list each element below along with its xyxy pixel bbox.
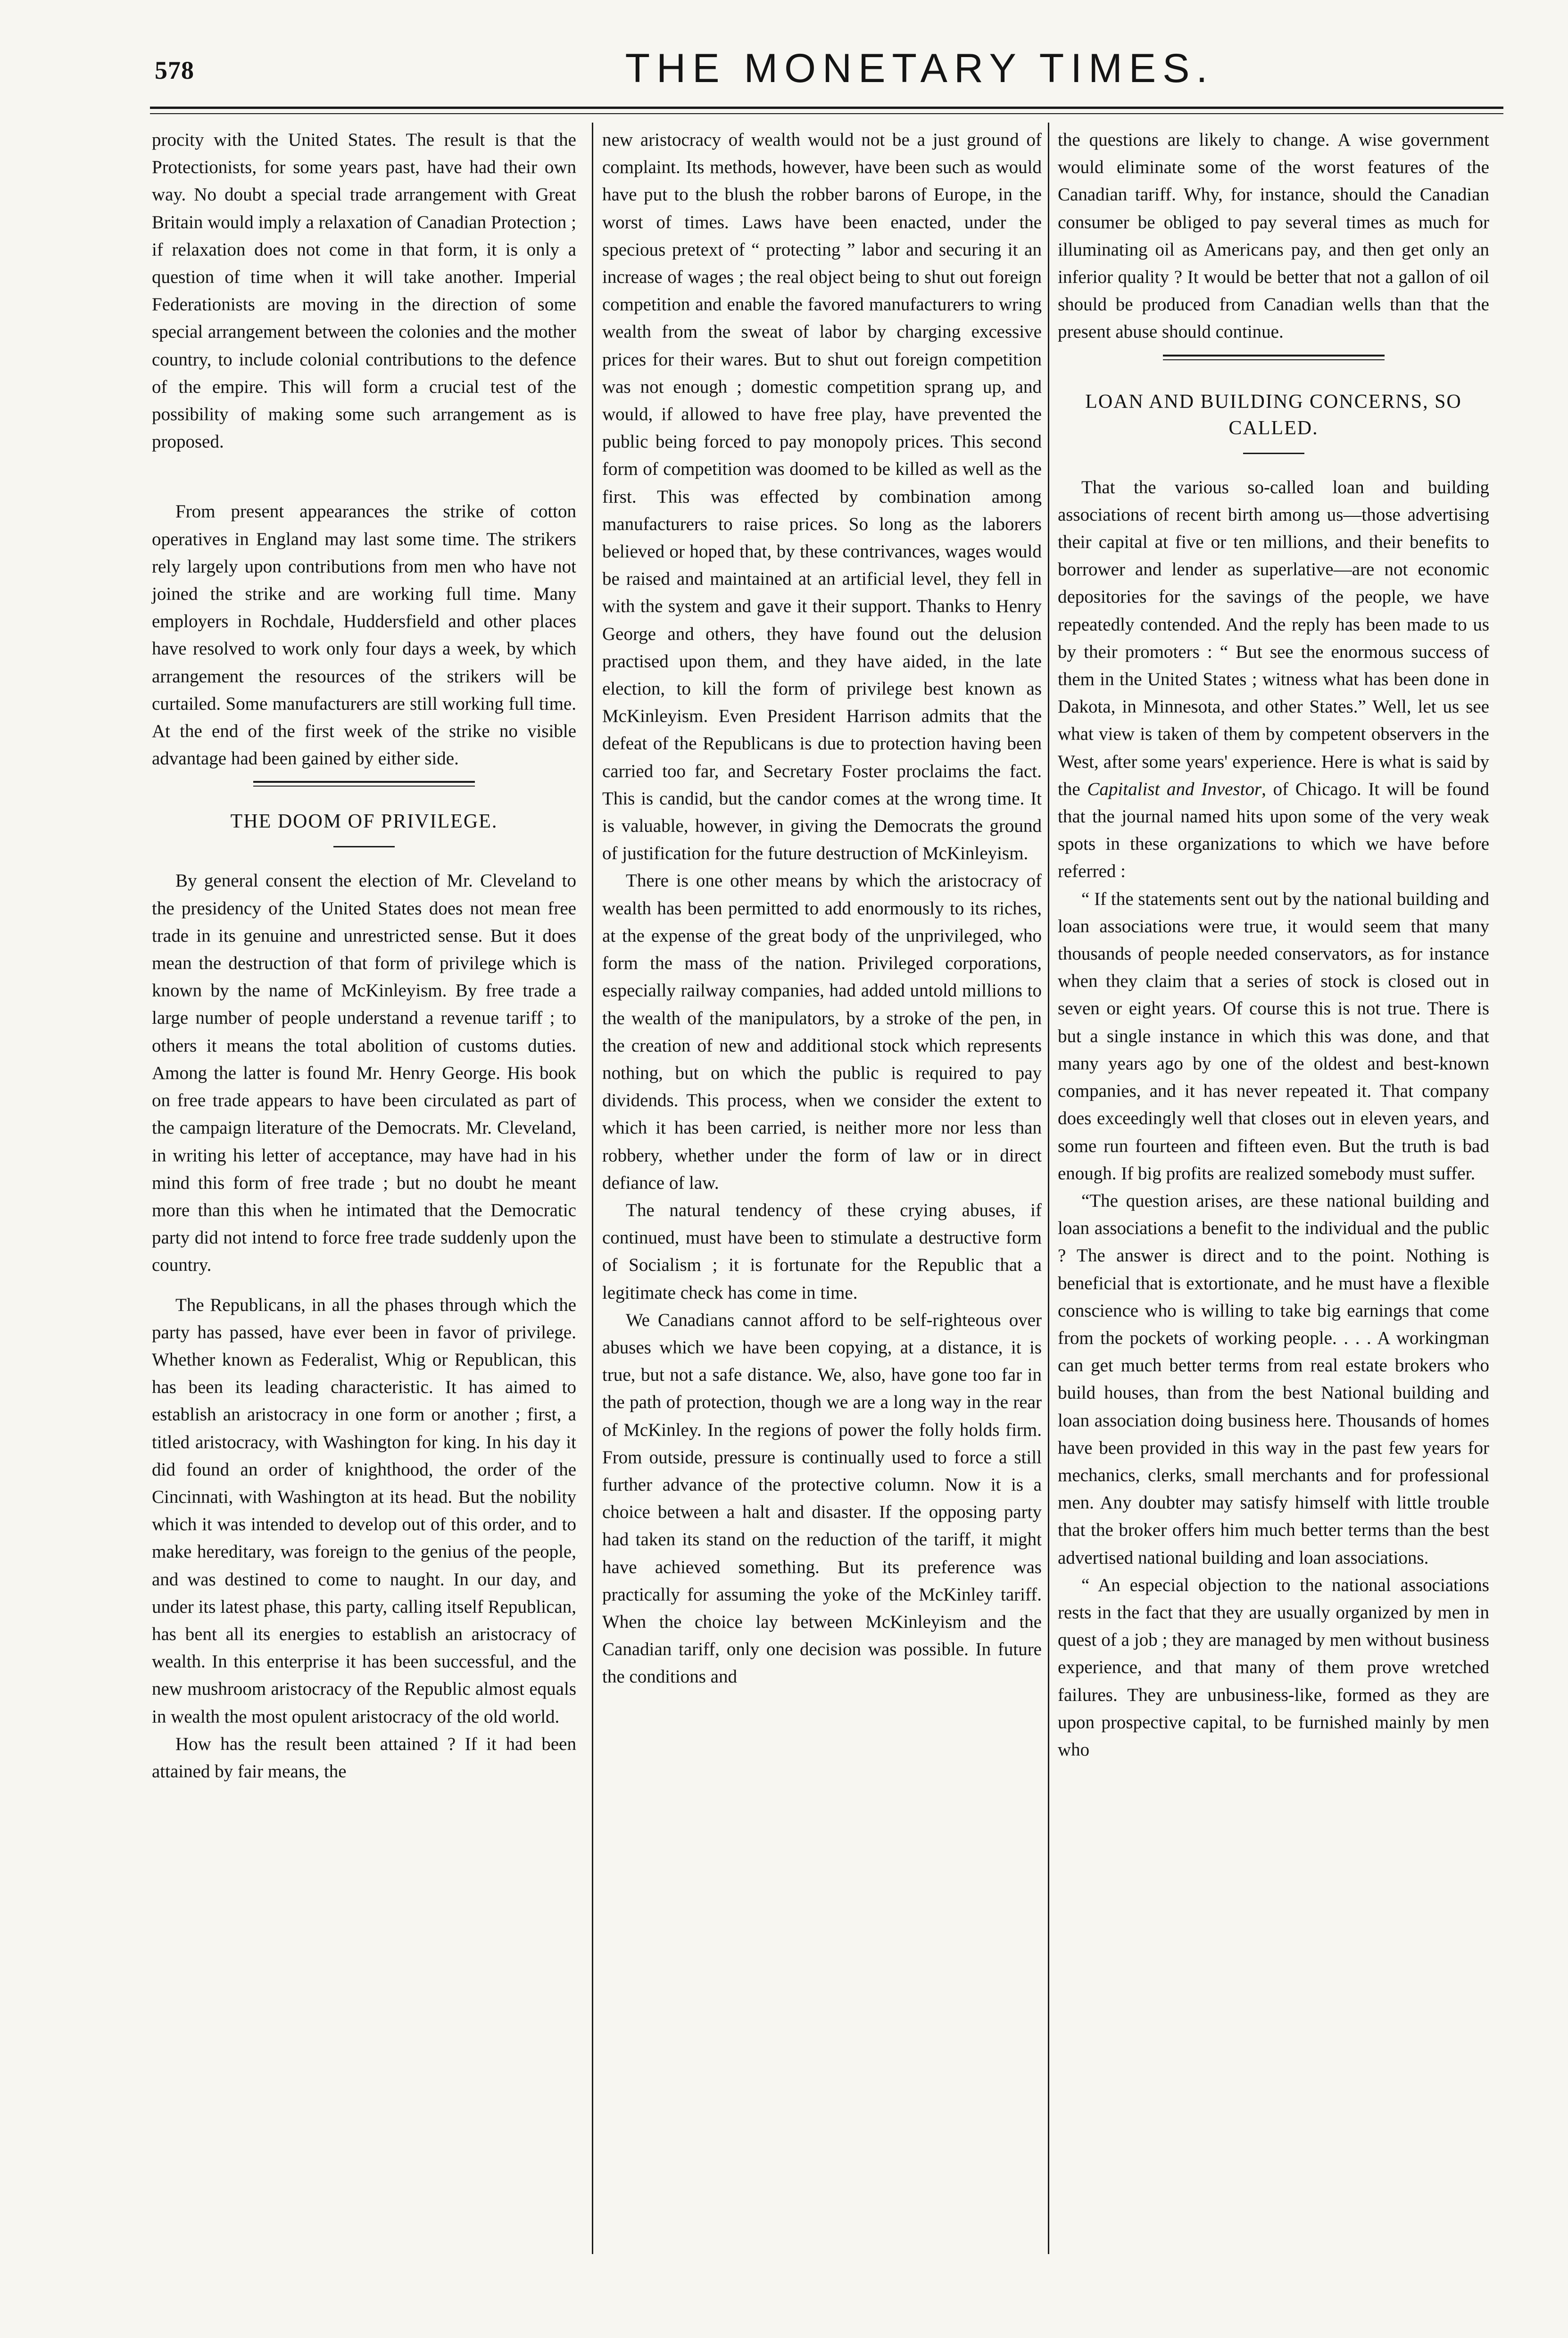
paragraph: new aristocracy of wealth would not be a just ground of complaint. Its methods, however, have been such as would have put to the blush the robber barons of Europe, in the worst of times. Laws have been enacted, under the specious pretext of “ protecting ” labor and securing it an increase of wages ; the real object being to shut out foreign competition and enable the favored manufacturers to wring wealth from the sweat of labor by charging excessive prices for their wares. But to shut out foreign competition was not enough ; domestic competition sprang up, and would, if allowed to have free play, have prevented the public being forced to pay monopoly prices. This second form of competition was doomed to be killed as well as the first. This was effected by combination among manufacturers to raise prices. So long as the laborers believed or hoped that, by these contrivances, wages would be raised and maintained at an artificial level, they fell in with the system and gave it their support. Thanks to Henry George and others, they have found out the delusion practised upon them, and they have aided, in the late election, to kill the form of privilege best known as McKinleyism. Even President Harrison admits that the defeat of the Republicans is due to protection having been carried too far, and Secretary Foster proclaims the fact. This is candid, but the candor comes at the wrong time. It is valuable, however, in giving the Democrats the ground of justification for the future destruction of McKinleyism. [602,130,1042,864]
quote-paragraph: “ An especial objection to the national associations rests in the fact that they are usually organized by men in quest of a job ; they are managed by men without business experience, and that many of them prove wretched failures. They are unbusiness-like, formed as they are upon prospective capital, to be furnished mainly by men who [1058,1575,1489,1760]
paragraph: From present appearances the strike of cotton operatives in England may last some time. The strikers rely largely upon contributions from men who have not joined the strike and are working full time. Many employers in Rochdale, Huddersfield and other places have resolved to work only four days a week, by which arrangement the resources of the strikers will be curtailed. Some manufacturers are still working full time. At the end of the first week of the strike no visible advantage had been gained by either side. [152,501,576,769]
text-run: , of Chicago. It will be found that the journal named hits upon some of the very weak spots in these organizations to which we have before referred : [1058,779,1489,882]
column-2 [602,126,1042,2267]
column-divider [592,123,593,2254]
paragraph: There is one other means by which the aristocracy of wealth has been permitted to add enormously to its riches, at the expense of the great body of the unprivileged, who form the mass of the nation. Privileged corporations, especially railway companies, had added untold millions to the wealth of the manipulators, by a stroke of the pen, in the creation of new and additional stock which represents nothing, but on which the public is required to pay dividends. This process, when we consider the extent to which it has been carried, is neither more nor less than robbery, whether under the form of law or in direct defiance of law. [602,871,1042,1193]
paragraph: the questions are likely to change. A wise government would eliminate some of the worst features of the Canadian tariff. Why, for instance, should the Canadian consumer be obliged to pay several times as much for illuminating oil as Americans pay, and then get only an inferior quality ? It would be better that not a gallon of oil should be produced from Canadian wells than that the present abuse should continue. [1058,130,1489,342]
section-divider [1163,355,1385,360]
article-heading: LOAN AND BUILDING CONCERNS, SO CALLED. [1085,390,1462,439]
article-heading: THE DOOM OF PRIVILEGE. [230,811,498,833]
header-rule [150,107,1503,109]
masthead-title: THE MONETARY TIMES. [625,46,1214,91]
paragraph: procity with the United States. The result is that the Protectionists, for some years past, have had their own way. No doubt a special trade arrangement with Great Britain would imply a relaxation of Canadian Protection ; if relaxation does not come in that form, it is only a question of time when it will take another. Imperial Federationists are moving in the direction of some special arrangement between the colonies and the mother country, to include colonial contributions to the defence of the empire. This will form a crucial test of the possibility of making some such arrangement as is proposed. [152,130,576,452]
heading-rule [1243,453,1304,454]
paragraph: How has the result been attained ? If it had been attained by fair means, the [152,1733,576,1782]
column-3 [1058,126,1489,2267]
heading-rule [333,846,395,847]
paragraph: The natural tendency of these crying abuses, if continued, must have been to stimulate a destructive form of Socialism ; it is fortunate for the Republic that a legitimate check has come in time. [602,1200,1042,1303]
section-divider [253,781,475,787]
quote-paragraph: “The question arises, are these national building and loan associations a benefit to the individual and the public ? The answer is direct and to the point. Nothing is beneficial that is extortionate, and he must have a flexible conscience who is willing to take big earnings that come from the pockets of working people. . . . A workingman can get much better terms from real estate brokers who build houses, than from the best National building and loan association doing business here. Thousands of homes have been provided in this way in the past few years for mechanics, clerks, small merchants and for professional men. Any doubter may satisfy himself with little trouble that the broker offers him much better terms than the best advertised national building and loan associations. [1058,1190,1489,1568]
text-run: That the various so-called loan and building associations of recent birth among us—those advertising their capital at five or ten millions, and their benefits to borrower and lender as superlative—are not economic depositories for the savings of the people, we have repeatedly contended. And the reply has been made to us by their promoters : “ But see the enormous success of them in the United States ; witness what has been done in Dakota, in Minnesota, and other States.” Well, let us see what view is taken of them by competent observers in the West, after some years' experience. Here is what is said by the [1058,477,1489,799]
paragraph: By general consent the election of Mr. Cleveland to the presidency of the United States does not mean free trade in its genuine and unrestricted sense. But it does mean the destruction of that form of privilege which is known by the name of McKinleyism. By free trade a large number of people understand a revenue tariff ; to others it means the total abolition of customs duties. Among the latter is found Mr. Henry George. His book on free trade appears to have been circulated as part of the campaign literature of the Democrats. Mr. Cleveland, in writing his letter of acceptance, may have had in his mind this form of free trade ; but no doubt he meant more than this when he intimated that the Democratic party did not intend to force free trade suddenly upon the country. [152,871,576,1276]
paragraph: The Republicans, in all the phases through which the party has passed, have ever been in favor of privilege. Whether known as Federalist, Whig or Republican, this has been its leading characteristic. It has aimed to establish an aristocracy in one form or another ; first, a titled aristocracy, with Washington for king. In his day it did found an order of knighthood, the order of the Cincinnati, with Washington at its head. But the nobility which it was intended to develop out of this order, and to make hereditary, was foreign to the genius of the people, and was destined to come to naught. In our day, and under its latest phase, this party, calling itself Republican, has bent all its energies to establish an aristocracy of wealth. In this enterprise it has been successful, and the new mushroom aristocracy of the Republic almost equals in wealth the most opulent aristocracy of the old world. [152,1294,576,1727]
publication-name: Capitalist and Investor [1087,779,1262,799]
page-number: 578 [155,56,194,84]
column-divider [1048,123,1049,2254]
paragraph [1058,474,1489,886]
paragraph: We Canadians cannot afford to be self-righteous over abuses which we have been copying, at a distance, it is true, but not a safe distance. We, also, have gone too far in the path of protection, though we are a long way in the rear of McKinley. In the regions of power the folly holds firm. From outside, pressure is continually used to force a still further advance of the protective column. Now it is a choice between a halt and disaster. If the opposing party had taken its stand on the reduction of the tariff, it might have achieved something. But its preference was practically for assuming the yoke of the McKinley tariff. When the choice lay between McKinleyism and the Canadian tariff, only one decision was possible. In future the conditions and [602,1310,1042,1687]
header-rule-thin [150,113,1503,114]
quote-paragraph: “ If the statements sent out by the national building and loan associations were true, it would seem that many thousands of people needed conservators, as for instance when they claim that a series of stock is closed out in seven or eight years. Of course this is not true. There is but a single instance in which this was done, and that many years ago by one of the oldest and best-known companies, and it has never repeated it. That company does exceedingly well that closes out in eleven years, and some run fourteen and fifteen even. But the truth is bad enough. If big profits are realized somebody must suffer. [1058,888,1489,1184]
column-1 [152,126,576,2267]
